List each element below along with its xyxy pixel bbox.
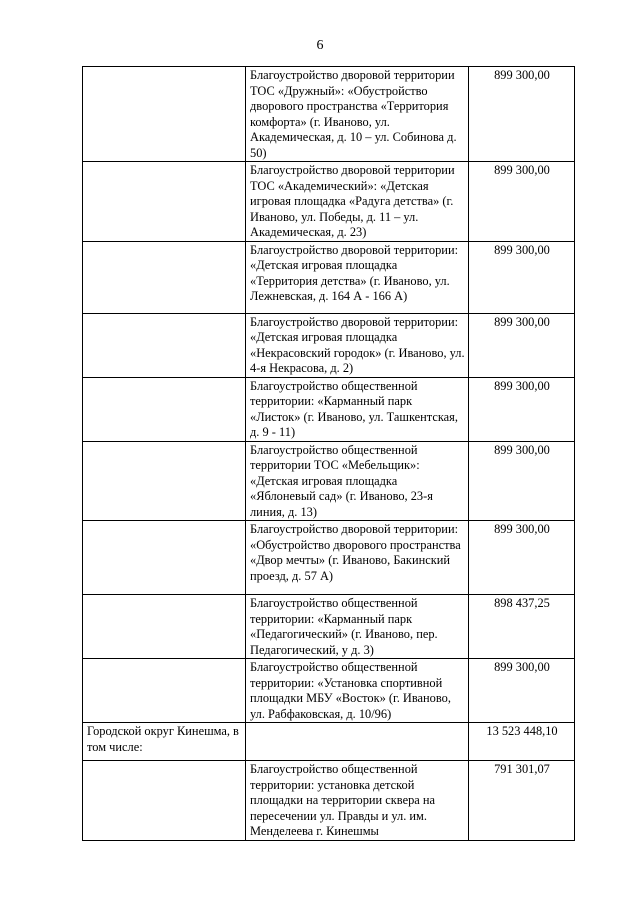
table-row xyxy=(83,67,575,162)
budget-table xyxy=(82,66,575,841)
project-cell: Благоустройство общественной территории: «Карманный парк «Листок» (г. Иваново, ул. Ташкентская, д. 9 - 11) xyxy=(246,377,469,441)
amount-cell: 13 523 448,10 xyxy=(469,723,575,761)
project-cell: Благоустройство дворовой территории: «Детская игровая площадка «Некрасовский городок» (г. Иваново, ул. 4-я Некрасова, д. 2) xyxy=(246,313,469,377)
municipality-cell: Городской округ Кинешма, в том числе: xyxy=(83,723,246,761)
amount-cell: 899 300,00 xyxy=(469,241,575,313)
table-row xyxy=(83,521,575,595)
amount-cell: 899 300,00 xyxy=(469,67,575,162)
municipality-cell xyxy=(83,313,246,377)
amount-cell: 791 301,07 xyxy=(469,761,575,841)
municipality-cell xyxy=(83,377,246,441)
project-cell: Благоустройство дворовой территории: «Детская игровая площадка «Территория детства» (г. Иваново, ул. Лежневская, д. 164 А - 166 А) xyxy=(246,241,469,313)
amount-cell: 899 300,00 xyxy=(469,162,575,242)
table-row xyxy=(83,241,575,313)
table-row-subtotal xyxy=(83,723,575,761)
table-row xyxy=(83,659,575,723)
amount-cell: 898 437,25 xyxy=(469,595,575,659)
municipality-cell xyxy=(83,67,246,162)
municipality-cell xyxy=(83,521,246,595)
municipality-cell xyxy=(83,761,246,841)
table-row xyxy=(83,377,575,441)
municipality-cell xyxy=(83,659,246,723)
amount-cell: 899 300,00 xyxy=(469,313,575,377)
project-cell: Благоустройство общественной территории ТОС «Мебельщик»: «Детская игровая площадка «Яблоневый сад» (г. Иваново, 23-я линия, д. 13) xyxy=(246,441,469,521)
table-row xyxy=(83,761,575,841)
municipality-cell xyxy=(83,595,246,659)
table-row xyxy=(83,313,575,377)
project-cell: Благоустройство дворовой территории ТОС «Дружный»: «Обустройство дворового пространства «Территория комфорта» (г. Иваново, ул. Академическая, д. 10 – ул. Собинова д. 50) xyxy=(246,67,469,162)
project-cell: Благоустройство дворовой территории: «Обустройство дворового пространства «Двор мечты» (г. Иваново, Бакинский проезд, д. 57 А) xyxy=(246,521,469,595)
table-row xyxy=(83,441,575,521)
municipality-cell xyxy=(83,441,246,521)
amount-cell: 899 300,00 xyxy=(469,441,575,521)
municipality-cell xyxy=(83,241,246,313)
project-cell: Благоустройство общественной территории: «Установка спортивной площадки МБУ «Восток» (г. Иваново, ул. Рабфаковская, д. 10/96) xyxy=(246,659,469,723)
project-cell: Благоустройство общественной территории: «Карманный парк «Педагогический» (г. Иваново, пер. Педагогический, у д. 3) xyxy=(246,595,469,659)
project-cell xyxy=(246,723,469,761)
municipality-cell xyxy=(83,162,246,242)
table-row xyxy=(83,162,575,242)
project-cell: Благоустройство дворовой территории ТОС «Академический»: «Детская игровая площадка «Радуга детства» (г. Иваново, ул. Победы, д. 11 – ул. Академическая, д. 23) xyxy=(246,162,469,242)
project-cell: Благоустройство общественной территории: установка детской площадки на территории сквера на пересечении ул. Правды и ул. им. Менделеева г. Кинешмы xyxy=(246,761,469,841)
amount-cell: 899 300,00 xyxy=(469,377,575,441)
amount-cell: 899 300,00 xyxy=(469,659,575,723)
amount-cell: 899 300,00 xyxy=(469,521,575,595)
page-number: 6 xyxy=(316,38,324,53)
table-row xyxy=(83,595,575,659)
